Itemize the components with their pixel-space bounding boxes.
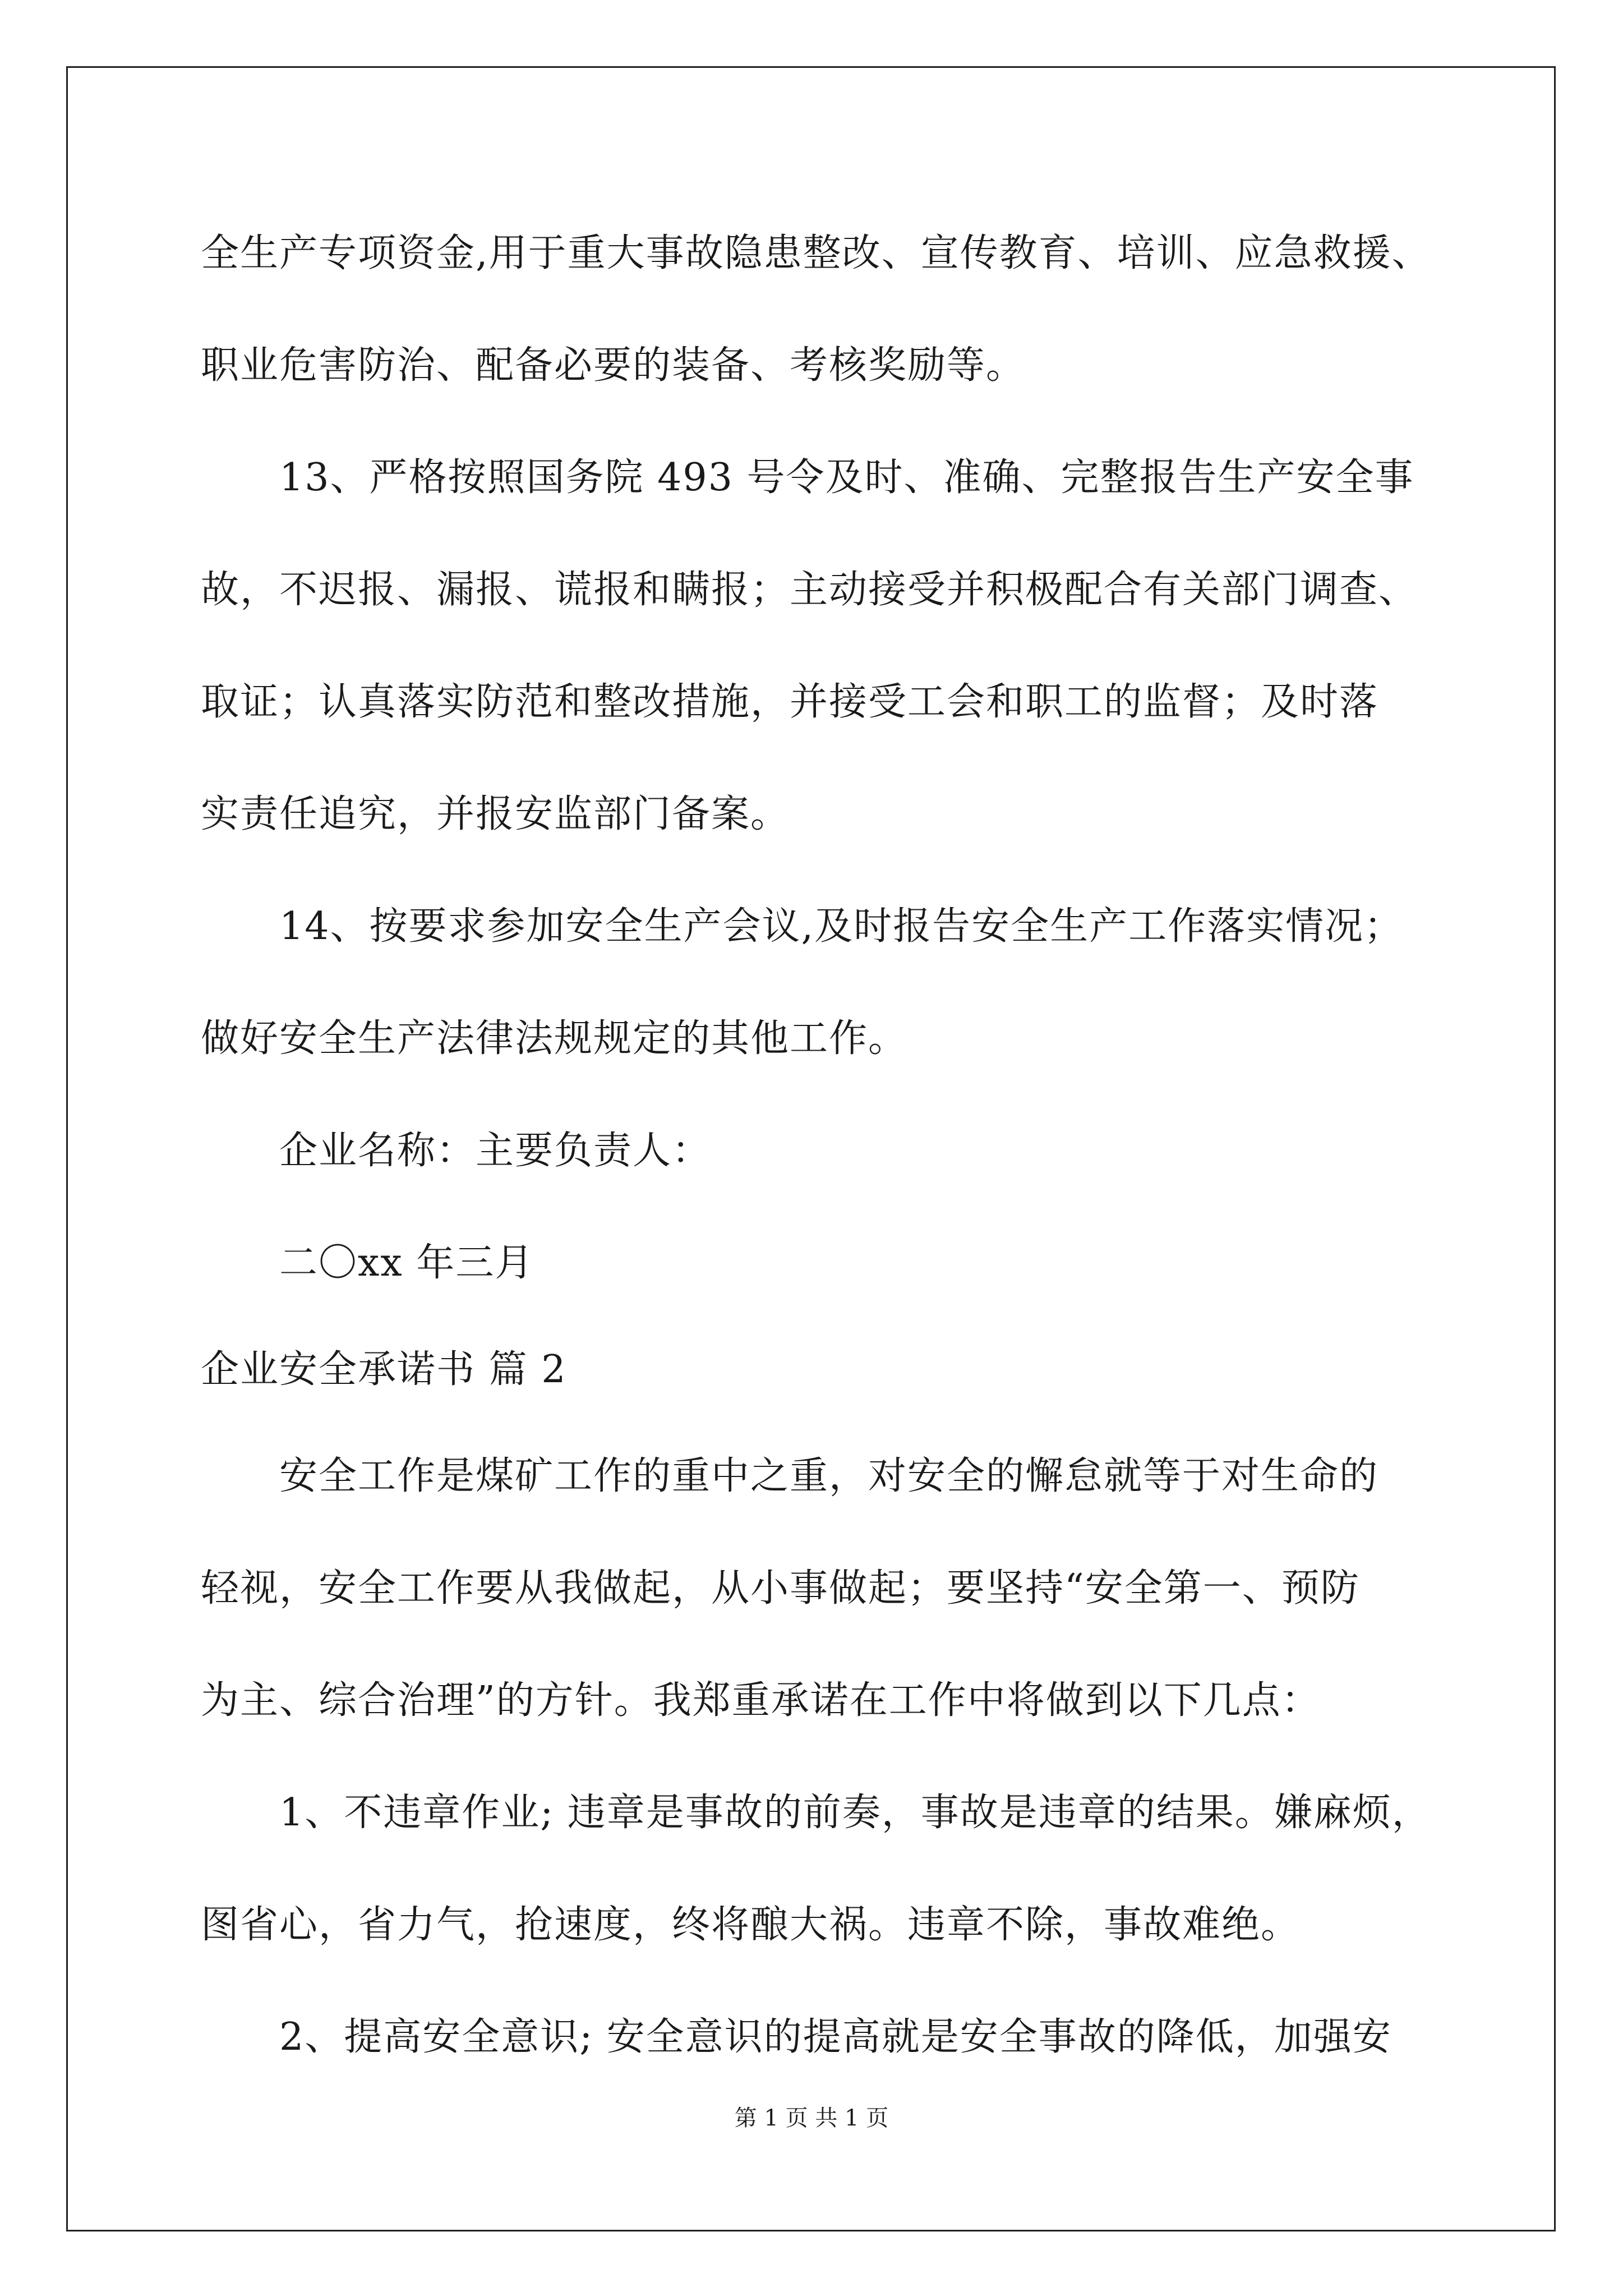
text-line: 轻视，安全工作要从我做起，从小事做起；要坚持“安全第一、预防 [201,1566,1360,1611]
text-line: 职业危害防治、配备必要的装备、考核奖励等。 [201,343,1026,388]
text-line: 故，不迟报、漏报、谎报和瞒报；主动接受并积极配合有关部门调查、 [201,568,1418,612]
text-line: 为主、综合治理”的方针。我郑重承诺在工作中将做到以下几点： [201,1678,1321,1723]
text-line: 安全工作是煤矿工作的重中之重，对安全的懈怠就等于对生命的 [279,1454,1379,1498]
text-line: 实责任追究，并报安监部门备案。 [201,792,790,836]
text-line: 取证；认真落实防范和整改措施，并接受工会和职工的监督；及时落 [201,680,1379,724]
text-line: 企业名称：主要负责人： [279,1129,712,1173]
text-line: 图省心，省力气，抢速度，终将酿大祸。违章不除，事故难绝。 [201,1903,1301,1947]
text-line: 13、严格按照国务院 493 号令及时、准确、完整报告生产安全事 [279,455,1414,500]
text-line: 2、提高安全意识; 安全意识的提高就是安全事故的降低，加强安 [279,2015,1392,2059]
text-line: 二〇xx 年三月 [279,1241,534,1285]
text-line: 1、不违章作业; 违章是事故的前奏，事故是违章的结果。嫌麻烦， [279,1791,1431,1835]
text-line: 14、按要求参加安全生产会议,及时报告安全生产工作落实情况； [279,904,1404,949]
page-footer: 第 1 页 共 1 页 [734,2105,889,2131]
text-line: 做好安全生产法律法规规定的其他工作。 [201,1016,908,1061]
section-heading: 企业安全承诺书 篇 2 [201,1347,567,1392]
text-line: 全生产专项资金,用于重大事故隐患整改、宣传教育、培训、应急救援、 [201,231,1431,275]
